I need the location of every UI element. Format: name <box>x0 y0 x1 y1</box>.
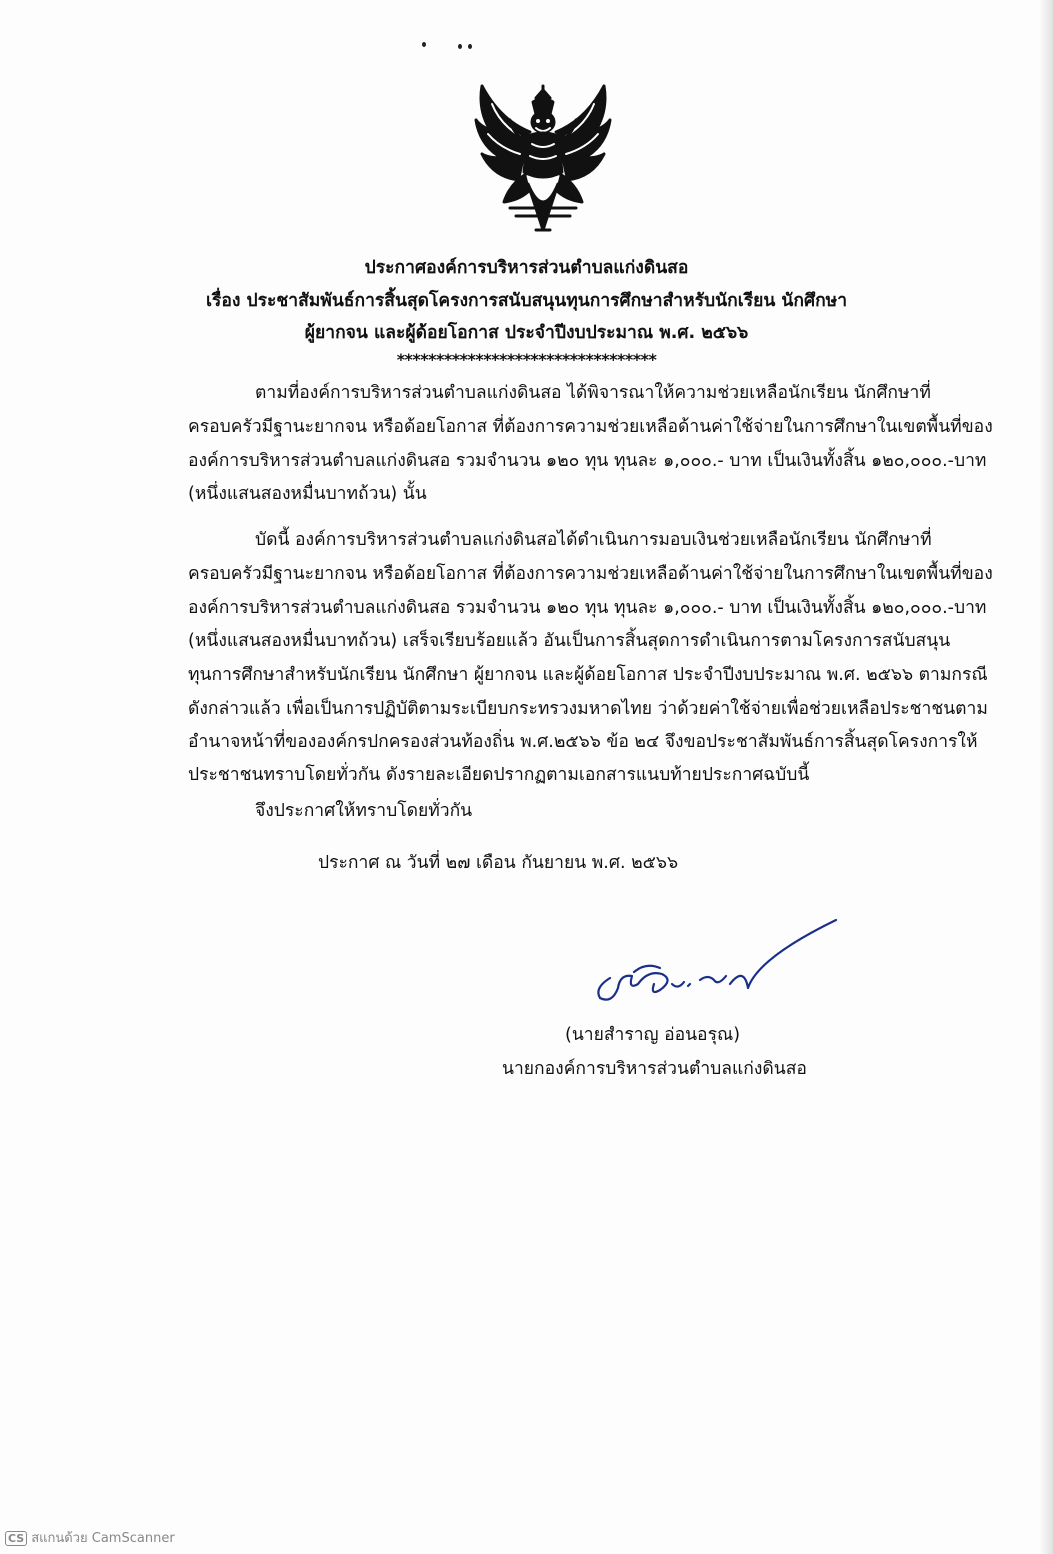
paragraph2-line: ทุนการศึกษาสำหรับนักเรียน นักศึกษา ผู้ยากจน และผู้ด้อยโอกาส ประจำปีงบประมาณ พ.ศ. ๒๕๖๖ ตามกรณี <box>188 665 988 685</box>
announcement-title: ประกาศองค์การบริหารส่วนตำบลแก่งดินสอ <box>364 258 689 278</box>
paragraph2-line: บัดนี้ องค์การบริหารส่วนตำบลแก่งดินสอได้ดำเนินการมอบเงินช่วยเหลือนักเรียน นักศึกษาที่ <box>255 530 932 550</box>
signer-name: (นายสำราญ อ่อนอรุณ) <box>565 1025 741 1045</box>
page-edge-shadow <box>1039 0 1053 1554</box>
announcement-date: ประกาศ ณ วันที่ ๒๗ เดือน กันยายน พ.ศ. ๒๕๖๖ <box>318 853 679 873</box>
paragraph2-line: (หนึ่งแสนสองหมื่นบาทถ้วน) เสร็จเรียบร้อยแล้ว อันเป็นการสิ้นสุดการดำเนินการตามโครงการสนับสนุน <box>188 631 951 651</box>
handwritten-signature <box>588 918 848 1008</box>
paragraph2-line: ประชาชนทราบโดยทั่วกัน ดังรายละเอียดปรากฏตามเอกสารแนบท้ายประกาศฉบับนี้ <box>188 765 810 785</box>
paragraph1-line: องค์การบริหารส่วนตำบลแก่งดินสอ รวมจำนวน ๑๒๐ ทุน ทุนละ ๑,๐๐๐.- บาท เป็นเงินทั้งสิ้น ๑๒๐,๐๐๐.-บาท <box>188 451 987 471</box>
subject-line-2: ผู้ยากจน และผู้ด้อยโอกาส ประจำปีงบประมาณ พ.ศ. ๒๕๖๖ <box>304 323 749 343</box>
garuda-emblem-icon <box>470 80 616 242</box>
paragraph2-line: ครอบครัวมีฐานะยากจน หรือด้อยโอกาส ที่ต้องการความช่วยเหลือด้านค่าใช้จ่ายในการศึกษาในเขตพื้นที่ของ <box>188 564 993 584</box>
paragraph1-line: ตามที่องค์การบริหารส่วนตำบลแก่งดินสอ ได้พิจารณาให้ความช่วยเหลือนักเรียน นักศึกษาที่ <box>255 383 931 403</box>
scanner-watermark-text: สแกนด้วย CamScanner <box>31 1531 175 1546</box>
paragraph2-line: อำนาจหน้าที่ขององค์กรปกครองส่วนท้องถิ่น พ.ศ.๒๕๖๖ ข้อ ๒๔ จึงขอประชาสัมพันธ์การสิ้นสุดโครงการให้ <box>188 732 978 752</box>
paragraph1-line: ครอบครัวมีฐานะยากจน หรือด้อยโอกาส ที่ต้องการความช่วยเหลือด้านค่าใช้จ่ายในการศึกษาในเขตพื้นที่ของ <box>188 417 993 437</box>
paragraph2-line: องค์การบริหารส่วนตำบลแก่งดินสอ รวมจำนวน ๑๒๐ ทุน ทุนละ ๑,๐๐๐.- บาท เป็นเงินทั้งสิ้น ๑๒๐,๐๐๐.-บาท <box>188 598 987 618</box>
announce-line: จึงประกาศให้ทราบโดยทั่วกัน <box>255 801 473 821</box>
scanner-watermark <box>5 1527 175 1548</box>
paragraph2-line: ดังกล่าวแล้ว เพื่อเป็นการปฏิบัติตามระเบียบกระทรวงมหาดไทย ว่าด้วยค่าใช้จ่ายเพื่อช่วยเหลือประชาชนตาม <box>188 699 988 719</box>
divider-stars: ********************************* <box>396 350 657 369</box>
scan-specks <box>418 38 478 50</box>
subject-line-1: เรื่อง ประชาสัมพันธ์การสิ้นสุดโครงการสนับสนุนทุนการศึกษาสำหรับนักเรียน นักศึกษา <box>205 291 848 311</box>
camscanner-logo-icon: CS <box>5 1531 27 1546</box>
paragraph1-line: (หนึ่งแสนสองหมื่นบาทถ้วน) นั้น <box>188 484 427 504</box>
signer-position: นายกองค์การบริหารส่วนตำบลแก่งดินสอ <box>502 1059 807 1079</box>
